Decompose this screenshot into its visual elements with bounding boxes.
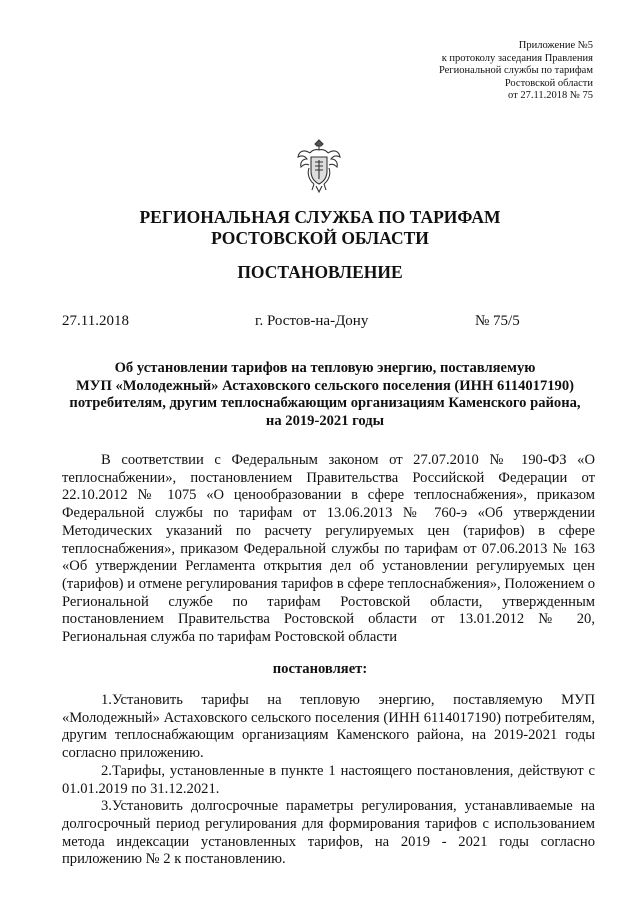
appendix-line: от 27.11.2018 № 75 <box>508 90 593 101</box>
decree-number: № 75/5 <box>475 313 520 329</box>
decree-items <box>62 692 595 869</box>
decree-subject <box>58 360 592 430</box>
decree-item: 3.Установить долгосрочные параметры регулирования, устанавливаемые на долгосрочный период регулирования для формирования тарифов с использованием метода индексации установленных тарифов, на 2019 - 2021 годы согласно приложению № 2 к постановлению. <box>62 798 595 868</box>
coat-of-arms-icon <box>296 137 342 193</box>
decree-date: 27.11.2018 <box>62 313 129 329</box>
decree-item: 1.Установить тарифы на тепловую энергию, поставляемую МУП «Молодежный» Астаховского сельского поселения (ИНН 6114017190) потребителям, другим теплоснабжающим организациям Каменского района, на 2019-2021 годы согласно приложению. <box>62 692 595 762</box>
decree-item: 2.Тарифы, установленные в пункте 1 настоящего постановления, действуют с 01.01.2019 по 31.12.2021. <box>62 762 595 797</box>
organization-name <box>0 207 640 249</box>
appendix-note <box>439 40 593 103</box>
preamble-paragraph: В соответствии с Федеральным законом от 27.07.2010 № 190-ФЗ «О теплоснабжении», постановлением Правительства Российской Федерации от 22.10.2012 № 1075 «О ценообразовании в сфере теплоснабжения», приказом Федеральной службы по тарифам от 13.06.2013 № 760-э «Об утверждении Методических указаний по расчету регулируемых цен (тарифов) в сфере теплоснабжения», приказом Федеральной службы по тарифам от 07.06.2013 № 163 «Об утверждении Регламента открытия дел об установлении регулируемых цен (тарифов) и отмене регулирования тарифов в сфере теплоснабжения», Положением о Региональной службе по тарифам Ростовской области, утвержденным постановлением Правительства Ростовской области от 13.01.2012 № 20, Региональная служба по тарифам Ростовской области <box>62 452 595 646</box>
subject-line: на 2019-2021 годы <box>265 412 385 429</box>
subject-line: МУП «Молодежный» Астаховского сельского поселения (ИНН 6114017190) <box>75 377 575 394</box>
document-type: ПОСТАНОВЛЕНИЕ <box>237 262 403 282</box>
resolves-heading: постановляет: <box>272 661 368 677</box>
decree-city: г. Ростов-на-Дону <box>255 313 369 329</box>
organization-line: РЕГИОНАЛЬНАЯ СЛУЖБА ПО ТАРИФАМ <box>139 207 501 227</box>
organization-line: РОСТОВСКОЙ ОБЛАСТИ <box>211 228 429 248</box>
subject-line: Об установлении тарифов на тепловую энергию, поставляемую <box>114 360 536 376</box>
subject-line: потребителям, другим теплоснабжающим организациям Каменского района, <box>69 395 581 411</box>
preamble <box>62 452 595 647</box>
appendix-line: Региональной службы по тарифам <box>438 65 593 76</box>
appendix-line: Приложение №5 <box>518 40 593 51</box>
appendix-line: к протоколу заседания Правления <box>441 52 593 64</box>
appendix-line: Ростовской области <box>504 77 593 89</box>
